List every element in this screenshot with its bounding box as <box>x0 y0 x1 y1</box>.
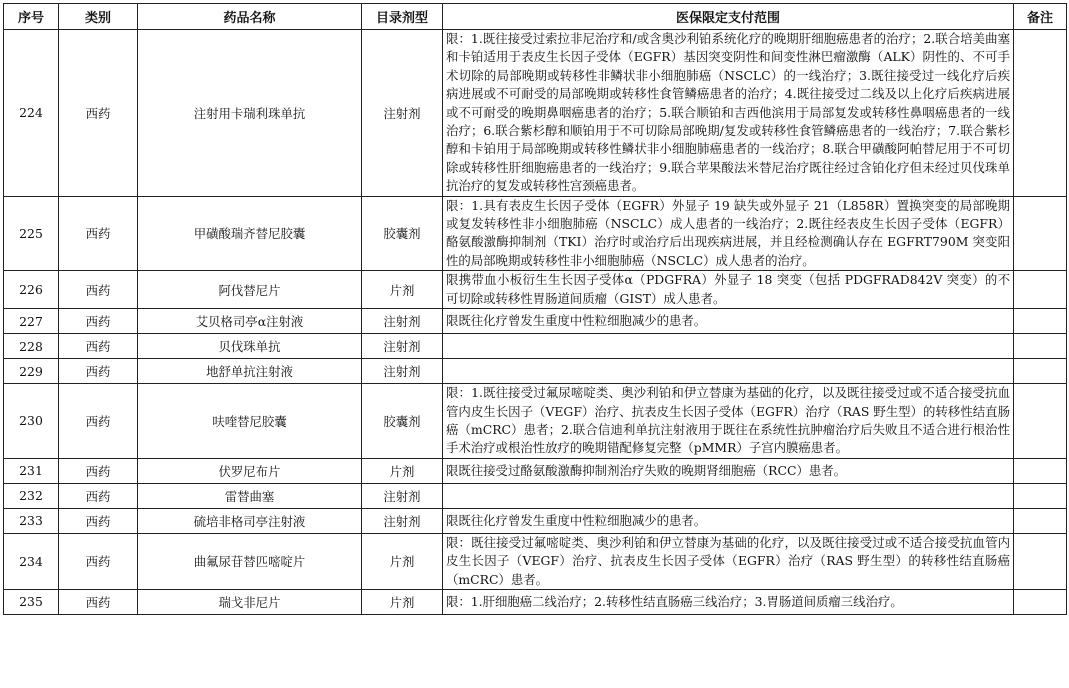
table-row <box>4 483 1067 508</box>
row-drug-name: 地舒单抗注射液 <box>138 359 362 384</box>
row-category: 西药 <box>59 30 138 197</box>
row-payment-scope: 限：1.肝细胞癌二线治疗；2.转移性结直肠癌三线治疗；3.胃肠道间质瘤三线治疗。 <box>443 589 1014 614</box>
row-seq: 226 <box>4 271 59 309</box>
row-drug-name: 呋喹替尼胶囊 <box>138 384 362 459</box>
row-seq: 228 <box>4 334 59 359</box>
row-drug-name: 甲磺酸瑞齐替尼胶囊 <box>138 196 362 271</box>
table-row <box>4 384 1067 459</box>
row-category: 西药 <box>59 271 138 309</box>
table-row <box>4 196 1067 271</box>
row-notes <box>1014 533 1067 589</box>
row-dosage-form: 注射剂 <box>362 309 443 334</box>
table-row <box>4 508 1067 533</box>
row-notes <box>1014 309 1067 334</box>
row-notes <box>1014 384 1067 459</box>
row-seq: 227 <box>4 309 59 334</box>
row-drug-name: 硫培非格司亭注射液 <box>138 508 362 533</box>
row-category: 西药 <box>59 309 138 334</box>
row-notes <box>1014 359 1067 384</box>
row-payment-scope <box>443 483 1014 508</box>
row-seq: 235 <box>4 589 59 614</box>
row-dosage-form: 片剂 <box>362 458 443 483</box>
table-row <box>4 589 1067 614</box>
header-dosage-form: 目录剂型 <box>362 4 443 30</box>
table-row <box>4 533 1067 589</box>
table-row <box>4 334 1067 359</box>
row-notes <box>1014 196 1067 271</box>
table-header-row <box>4 4 1067 30</box>
row-dosage-form: 注射剂 <box>362 359 443 384</box>
row-payment-scope <box>443 334 1014 359</box>
row-drug-name: 艾贝格司亭α注射液 <box>138 309 362 334</box>
row-category: 西药 <box>59 483 138 508</box>
row-notes <box>1014 589 1067 614</box>
row-drug-name: 阿伐替尼片 <box>138 271 362 309</box>
row-category: 西药 <box>59 533 138 589</box>
row-notes <box>1014 508 1067 533</box>
row-dosage-form: 注射剂 <box>362 483 443 508</box>
row-dosage-form: 片剂 <box>362 533 443 589</box>
row-notes <box>1014 458 1067 483</box>
row-notes <box>1014 334 1067 359</box>
row-dosage-form: 注射剂 <box>362 508 443 533</box>
row-seq: 230 <box>4 384 59 459</box>
row-seq: 229 <box>4 359 59 384</box>
row-payment-scope <box>443 359 1014 384</box>
row-category: 西药 <box>59 458 138 483</box>
table-row <box>4 359 1067 384</box>
header-seq: 序号 <box>4 4 59 30</box>
row-payment-scope: 限既往化疗曾发生重度中性粒细胞减少的患者。 <box>443 508 1014 533</box>
header-drug-name: 药品名称 <box>138 4 362 30</box>
row-category: 西药 <box>59 359 138 384</box>
row-seq: 233 <box>4 508 59 533</box>
row-drug-name: 伏罗尼布片 <box>138 458 362 483</box>
row-notes <box>1014 30 1067 197</box>
row-drug-name: 雷替曲塞 <box>138 483 362 508</box>
row-dosage-form: 片剂 <box>362 589 443 614</box>
row-payment-scope: 限既往接受过酪氨酸激酶抑制剂治疗失败的晚期肾细胞癌（RCC）患者。 <box>443 458 1014 483</box>
row-dosage-form: 注射剂 <box>362 334 443 359</box>
row-category: 西药 <box>59 508 138 533</box>
header-category: 类别 <box>59 4 138 30</box>
row-category: 西药 <box>59 384 138 459</box>
row-payment-scope: 限：1.具有表皮生长因子受体（EGFR）外显子 19 缺失或外显子 21（L858R）置换突变的局部晚期或复发转移性非小细胞肺癌（NSCLC）成人患者的一线治疗；2.既往经表皮生长因子受体（EGFR）酪氨酸激酶抑制剂（TKI）治疗时或治疗后出现疾病进展，并且经检测确认存在 EGFRT790M 突变阳性的局部晚期或转移性非小细胞肺癌（NSCLC）成人患者的治疗。 <box>443 196 1014 271</box>
row-payment-scope: 限：既往接受过氟嘧啶类、奥沙利铂和伊立替康为基础的化疗，以及既往接受过或不适合接受抗血管内皮生长因子（VEGF）治疗、抗表皮生长因子受体（EGFR）治疗（RAS 野生型）的转移性结直肠癌（mCRC）患者。 <box>443 533 1014 589</box>
table-row <box>4 309 1067 334</box>
row-category: 西药 <box>59 589 138 614</box>
row-category: 西药 <box>59 196 138 271</box>
table-row <box>4 458 1067 483</box>
header-payment-scope: 医保限定支付范围 <box>443 4 1014 30</box>
row-dosage-form: 片剂 <box>362 271 443 309</box>
drug-catalog-table <box>3 3 1067 615</box>
row-payment-scope: 限既往化疗曾发生重度中性粒细胞减少的患者。 <box>443 309 1014 334</box>
row-payment-scope: 限携带血小板衍生生长因子受体α（PDGFRA）外显子 18 突变（包括 PDGFRAD842V 突变）的不可切除或转移性胃肠道间质瘤（GIST）成人患者。 <box>443 271 1014 309</box>
row-seq: 232 <box>4 483 59 508</box>
row-drug-name: 贝伐珠单抗 <box>138 334 362 359</box>
row-category: 西药 <box>59 334 138 359</box>
header-notes: 备注 <box>1014 4 1067 30</box>
table-row <box>4 30 1067 197</box>
row-seq: 224 <box>4 30 59 197</box>
row-drug-name: 注射用卡瑞利珠单抗 <box>138 30 362 197</box>
row-notes <box>1014 483 1067 508</box>
row-payment-scope: 限：1.既往接受过氟尿嘧啶类、奥沙利铂和伊立替康为基础的化疗，以及既往接受过或不适合接受抗血管内皮生长因子（VEGF）治疗、抗表皮生长因子受体（EGFR）治疗（RAS 野生型）的转移性结直肠癌（mCRC）患者；2.联合信迪利单抗注射液用于既往在系统性抗肿瘤治疗后失败且不适合进行根治性手术治疗或根治性放疗的晚期错配修复完整（pMMR）子宫内膜癌患者。 <box>443 384 1014 459</box>
row-dosage-form: 注射剂 <box>362 30 443 197</box>
row-seq: 225 <box>4 196 59 271</box>
row-payment-scope: 限：1.既往接受过索拉非尼治疗和/或含奥沙利铂系统化疗的晚期肝细胞癌患者的治疗；2.联合培美曲塞和卡铂适用于表皮生长因子受体（EGFR）基因突变阴性和间变性淋巴瘤激酶（ALK）阴性的、不可手术切除的局部晚期或转移性非鳞状非小细胞肺癌（NSCLC）的一线治疗；3.既往接受过一线化疗后疾病进展或不可耐受的局部晚期或转移性食管鳞癌患者的治疗；4.既往接受过二线及以上化疗后疾病进展或不可耐受的晚期鼻咽癌患者的治疗；5.联合顺铂和吉西他滨用于局部复发或转移性鼻咽癌患者的一线治疗；6.联合紫杉醇和顺铂用于不可切除局部晚期/复发或转移性食管鳞癌患者的一线治疗；7.联合紫杉醇和卡铂用于局部晚期或转移性鳞状非小细胞肺癌患者的一线治疗；8.联合甲磺酸阿帕替尼用于不可切除或转移性肝细胞癌患者的一线治疗；9.联合苹果酸法米替尼治疗既往经过含铂化疗但未经过贝伐珠单抗治疗的复发或转移性宫颈癌患者。 <box>443 30 1014 197</box>
row-seq: 231 <box>4 458 59 483</box>
row-drug-name: 瑞戈非尼片 <box>138 589 362 614</box>
row-dosage-form: 胶囊剂 <box>362 384 443 459</box>
table-row <box>4 271 1067 309</box>
row-seq: 234 <box>4 533 59 589</box>
row-drug-name: 曲氟尿苷替匹嘧啶片 <box>138 533 362 589</box>
row-dosage-form: 胶囊剂 <box>362 196 443 271</box>
row-notes <box>1014 271 1067 309</box>
